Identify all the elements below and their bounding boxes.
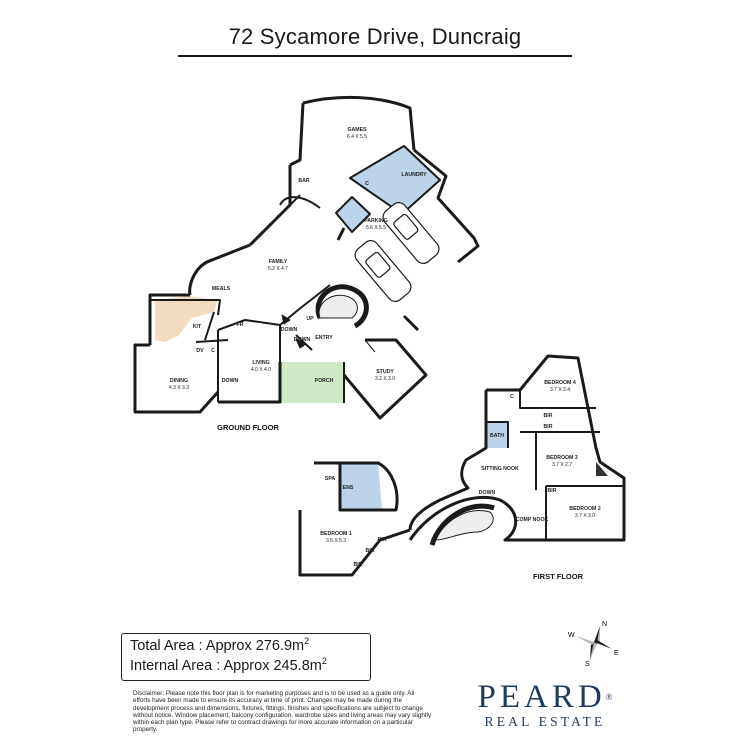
total-area-text: Total Area : Approx 276.9m [130,637,305,654]
internal-area-unit: 2 [321,656,327,666]
disclaimer-text: Disclaimer: Please note this floor plan is for marketing purposes and is to be used as a guide only. All efforts have been made to ensure its accuracy at time of print. Changes may be made during the development process and dimensions, fixtures, fittings, finishes and specifications are subject to change without notice. Window placement, balcony configuration, wardrobe sizes and living areas may vary slightly within each plan type. Please refer to contract drawings for more accurate information on a particular property. [133,690,432,734]
marker-bir-4: BIR [377,537,387,543]
parking-wet-zone [336,197,370,232]
room-kit: KIT [192,324,202,330]
room-porch: PORCH [314,378,334,384]
internal-area-text: Internal Area : Approx 245.8m [130,657,322,674]
compass-w: W [568,632,575,639]
compass-n: N [602,621,608,628]
room-bar: BAR [298,178,310,184]
room-study: STUDY [376,369,394,375]
room-games-size: 6.4 X 5.5 [346,134,368,140]
brand-logo [470,680,620,730]
marker-c-laundry: C [365,181,369,187]
room-meals: MEALS [211,286,231,292]
car-1-icon [380,199,442,266]
room-family: FAMILY [268,259,288,265]
room-comp-nook: COMP NOOK [515,517,549,523]
porch-zone [280,362,344,403]
games-left-wall [290,103,303,165]
room-dining-size: 4.3 X 3.3 [168,385,190,391]
stair-arrow-icon [282,315,290,324]
room-ens: ENS [342,485,354,491]
bed3-walls [520,432,600,490]
room-bedroom-2-size: 3.7 X 3.0 [574,513,596,519]
marker-down-1: DOWN [280,327,298,333]
internal-area-line [130,656,327,674]
marker-bir-5: BIR [365,548,375,554]
room-spa: SPA [324,476,336,482]
room-dv: DV [196,348,204,354]
room-bedroom-4: BEDROOM 4 [544,380,576,386]
room-parking-size: 5.6 X 5.5 [365,225,387,231]
total-area-unit: 2 [304,636,310,646]
marker-down: DOWN [478,490,496,496]
marker-c: C [510,394,514,400]
room-bedroom-1: BEDROOM 1 [320,531,352,537]
total-area-line [130,636,309,654]
room-fr: FR [236,322,244,328]
marker-bir-2: BIR [543,424,553,430]
ground-stair-inner [319,295,357,318]
marker-bir-1: BIR [543,413,553,419]
brand-subtitle: REAL ESTATE [484,714,606,729]
room-games: GAMES [347,127,367,133]
first-floor-plan [300,356,624,575]
brand-name-line [470,680,620,714]
room-parking: PARKING [364,218,388,224]
room-bedroom-3: BEDROOM 3 [546,455,578,461]
marker-down-3: DOWN [221,378,239,384]
marker-up: UP [306,316,314,322]
room-family-size: 5.2 X 4.7 [267,266,289,272]
living-walls [218,320,280,402]
study-door [365,340,375,352]
compass-icon [564,618,624,668]
room-bedroom-2: BEDROOM 2 [569,506,601,512]
family-diagonal [250,195,320,245]
room-bedroom-4-size: 3.7 X 3.4 [549,387,571,393]
kitchen-counter-zone [155,296,218,342]
marker-down-2: DOWN [293,337,311,343]
compass-e: E [614,650,619,657]
room-study-size: 3.2 X 3.0 [374,376,396,382]
brand-registered: ® [605,692,613,702]
room-bedroom-3-size: 3.7 X 2.7 [551,462,573,468]
room-laundry: LAUNDRY [401,172,427,178]
room-entry: ENTRY [315,335,333,341]
ground-floor-label: GROUND FLOOR [217,423,279,432]
marker-bir-6: BIR [353,562,363,568]
brand-name: PEARD [477,679,606,715]
room-bath: BATH [489,433,505,439]
marker-bir-3: BIR [547,488,557,494]
bar-wall [250,165,290,245]
room-bedroom-1-size: 3.5 X 5.3 [325,538,347,544]
room-dining: DINING [169,378,189,384]
room-c: C [211,348,215,354]
first-floor-label: FIRST FLOOR [533,572,583,581]
room-living: LIVING [252,360,270,366]
room-living-size: 4.0 X 4.0 [250,367,272,373]
page-title: 72 Sycamore Drive, Duncraig [228,24,522,49]
ground-floor-plan [135,97,478,418]
room-sitting-nook: SITTING NOOK [481,466,519,472]
area-summary-box [121,633,371,681]
compass-s: S [585,661,590,668]
games-wall [303,97,414,150]
